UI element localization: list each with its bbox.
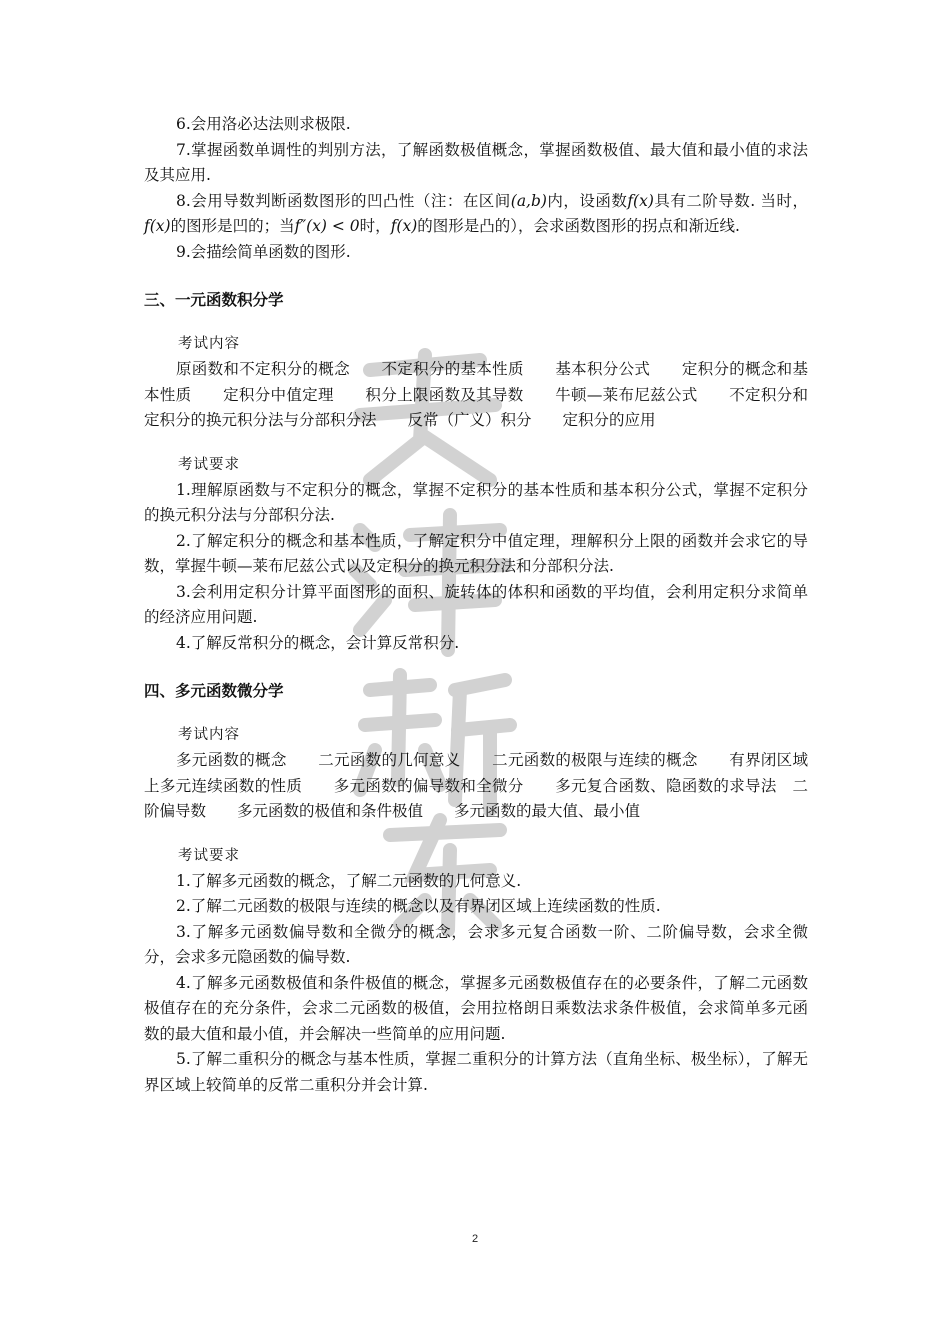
second-derivative-condition: f″(x) < 0	[294, 217, 360, 235]
section-4-requirement-5: 5.了解二重积分的概念与基本性质，掌握二重积分的计算方法（直角坐标、极坐标），了解无界区域上较简单的反常二重积分并会计算.	[144, 1050, 808, 1094]
section-3-requirement-1: 1.理解原函数与不定积分的概念，掌握不定积分的基本性质和基本积分公式，掌握不定积分的换元积分法与分部积分法.	[144, 480, 808, 524]
section-4-requirement-2: 2.了解二元函数的极限与连续的概念以及有界闭区域上连续函数的性质.	[176, 897, 661, 915]
calc-item-9: 9.会描绘简单函数的图形.	[176, 242, 351, 261]
section-3-content-label: 考试内容	[178, 336, 240, 352]
calc-item-6: 6.会用洛必达法则求极限.	[176, 115, 351, 133]
section-3-title: 三、一元函数积分学	[144, 291, 284, 309]
calc-item-8-suffix: 的图形是凸的），会求函数图形的拐点和渐近线.	[417, 217, 740, 235]
calc-item-8	[144, 189, 808, 240]
section-3-requirements-label: 考试要求	[178, 456, 240, 473]
fx-formula: f(x)	[144, 217, 171, 235]
section-4-requirement-3: 3.了解多元函数偏导数和全微分的概念，会求多元复合函数一阶、二阶偏导数，会求全微分，会求多元隐函数的偏导数.	[144, 922, 808, 966]
calc-item-7: 7.掌握函数单调性的判别方法，了解函数极值概念，掌握函数极值、最大值和最小值的求法及其应用.	[144, 140, 808, 184]
page-number: 2	[471, 1233, 479, 1245]
fx-formula: f(x)	[390, 217, 418, 235]
page-content	[144, 112, 808, 1098]
section-4-content-label: 考试内容	[178, 727, 240, 743]
section-4-requirement-4: 4.了解多元函数极值和条件极值的概念，掌握多元函数极值存在的必要条件，了解二元函数极值存在的充分条件，会求二元函数的极值，会用拉格朗日乘数法求条件极值，会求简单多元函数的最大值和最小值，并会解决一些简单的应用问题.	[144, 973, 808, 1043]
section-4-requirement-1: 1.了解多元函数的概念，了解二元函数的几何意义.	[176, 871, 522, 890]
calc-item-8-mid4: 时，	[359, 217, 391, 235]
section-3-requirement-2: 2.了解定积分的概念和基本性质，了解定积分中值定理，理解积分上限的函数并会求它的导数，掌握牛顿—莱布尼兹公式以及定积分的换元积分法和分部积分法.	[144, 531, 808, 575]
section-4-title: 四、多元函数微分学	[144, 682, 284, 700]
calc-item-8-mid2: 具有二阶导数. 当时，	[653, 191, 808, 210]
section-3-requirement-3: 3.会利用定积分计算平面图形的面积、旋转体的体积和函数的平均值，会利用定积分求简单的经济应用问题.	[144, 582, 808, 626]
calc-item-8-prefix: 8.会用导数判断函数图形的凹凸性（注：在区间	[176, 191, 511, 210]
section-4-requirements-label: 考试要求	[178, 847, 240, 864]
calc-item-8-mid1: 内，设函数	[546, 191, 628, 210]
section-4-content-text: 多元函数的概念 二元函数的几何意义 二元函数的极限与连续的概念 有界闭区域上多元连续函数的性质 多元函数的偏导数和全微分 多元复合函数、隐函数的求导法 二阶偏导数 多元函数的极值和条件极值 多元函数的最大值、最小值	[144, 751, 808, 820]
section-3-content-text: 原函数和不定积分的概念 不定积分的基本性质 基本积分公式 定积分的概念和基本性质 定积分中值定理 积分上限函数及其导数 牛顿—莱布尼兹公式 不定积分和定积分的换元积分法与分部积分法 反常（广义）积分 定积分的应用	[144, 360, 808, 429]
interval-formula: (a,b)	[510, 191, 547, 210]
fx-formula: f(x)	[627, 191, 654, 210]
section-3-requirement-4: 4.了解反常积分的概念，会计算反常积分.	[176, 633, 460, 652]
calc-item-8-mid3: 的图形是凹的；当	[170, 217, 295, 235]
